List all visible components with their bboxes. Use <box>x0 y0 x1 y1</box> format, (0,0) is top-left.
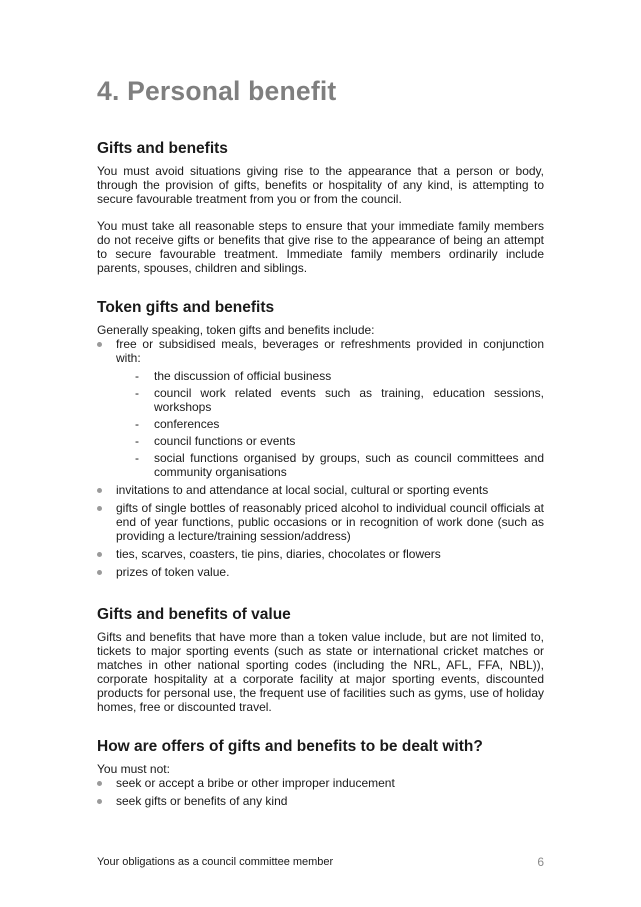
section-token-gifts <box>97 298 544 583</box>
bullet-icon <box>97 552 102 557</box>
sub-list-item-text: council work related events such as training, education sessions, workshops <box>154 386 544 414</box>
sub-list-item <box>116 451 544 479</box>
sub-list-item-text: council functions or events <box>154 434 296 448</box>
bullet-icon <box>97 506 102 511</box>
bullet-icon <box>97 342 102 347</box>
list-item-text: gifts of single bottles of reasonably priced alcohol to individual council officials at end of year functions, public occasions or in recognition of work done (such as providing a lecture/training session/address) <box>116 501 544 543</box>
sub-list-item <box>116 369 544 383</box>
list-item <box>97 547 544 561</box>
list-item-text: ties, scarves, coasters, tie pins, diaries, chocolates or flowers <box>116 547 441 561</box>
bullet-list <box>97 337 544 579</box>
page-number: 6 <box>537 855 544 869</box>
bullet-icon <box>97 799 102 804</box>
page-footer <box>97 855 544 869</box>
sub-list-item-text: conferences <box>154 417 220 431</box>
intro-text: Generally speaking, token gifts and benefits include: <box>97 323 375 337</box>
bullet-list <box>97 776 544 808</box>
paragraph: You must avoid situations giving rise to the appearance that a person or body, through the provision of gifts, benefits or hospitality of any kind, is attempting to secure favourable treatment from you or from the council. <box>97 164 544 206</box>
dash-icon: - <box>135 451 139 465</box>
sub-list-item-text: social functions organised by groups, such as council committees and community organisations <box>154 451 544 479</box>
sub-list-item <box>116 386 544 414</box>
bullet-icon <box>97 570 102 575</box>
section-heading: Gifts and benefits <box>97 140 228 157</box>
paragraph: Gifts and benefits that have more than a token value include, but are not limited to, tickets to major sporting events (such as state or international cricket matches or matches in other national sporting codes (including the NRL, AFL, FFA, NBL)), corporate hospitality at a corporate facility at major sporting events, discounted products for personal use, the frequent use of facilities such as gyms, use of holiday homes, free or discounted travel. <box>97 630 544 714</box>
dash-icon: - <box>135 434 139 448</box>
list-item-text: free or subsidised meals, beverages or refreshments provided in conjunction with: <box>116 337 544 365</box>
list-item-text: prizes of token value. <box>116 565 230 579</box>
list-item <box>97 776 544 790</box>
paragraph: You must take all reasonable steps to ensure that your immediate family members do not receive gifts or benefits that give rise to the appearance of being an attempt to secure favourable treatment. Immediate family members ordinarily include parents, spouses, children and siblings. <box>97 219 544 275</box>
list-item-text: invitations to and attendance at local social, cultural or sporting events <box>116 483 489 497</box>
list-item-text: seek gifts or benefits of any kind <box>116 794 288 808</box>
list-item <box>97 337 544 479</box>
sub-list-item <box>116 434 544 448</box>
sub-list-item-text: the discussion of official business <box>154 369 332 383</box>
dash-icon: - <box>135 417 139 431</box>
section-heading: Token gifts and benefits <box>97 299 275 316</box>
list-item <box>97 565 544 579</box>
section-heading: How are offers of gifts and benefits to be dealt with? <box>97 738 483 755</box>
bullet-icon <box>97 781 102 786</box>
list-item <box>97 794 544 808</box>
sub-list-item <box>116 417 544 431</box>
section-gifts-of-value <box>97 605 544 714</box>
section-gifts-and-benefits <box>97 139 544 275</box>
intro-text: You must not: <box>97 762 170 776</box>
list-item <box>97 501 544 543</box>
section-heading: Gifts and benefits of value <box>97 606 291 623</box>
chapter-title: 4. Personal benefit <box>97 76 337 106</box>
footer-text: Your obligations as a council committee member <box>97 856 334 868</box>
section-offers <box>97 737 544 812</box>
sub-list <box>97 369 544 479</box>
list-item-text: seek or accept a bribe or other improper inducement <box>116 776 395 790</box>
bullet-icon <box>97 488 102 493</box>
list-item <box>97 483 544 497</box>
dash-icon: - <box>135 386 139 400</box>
dash-icon: - <box>135 369 139 383</box>
